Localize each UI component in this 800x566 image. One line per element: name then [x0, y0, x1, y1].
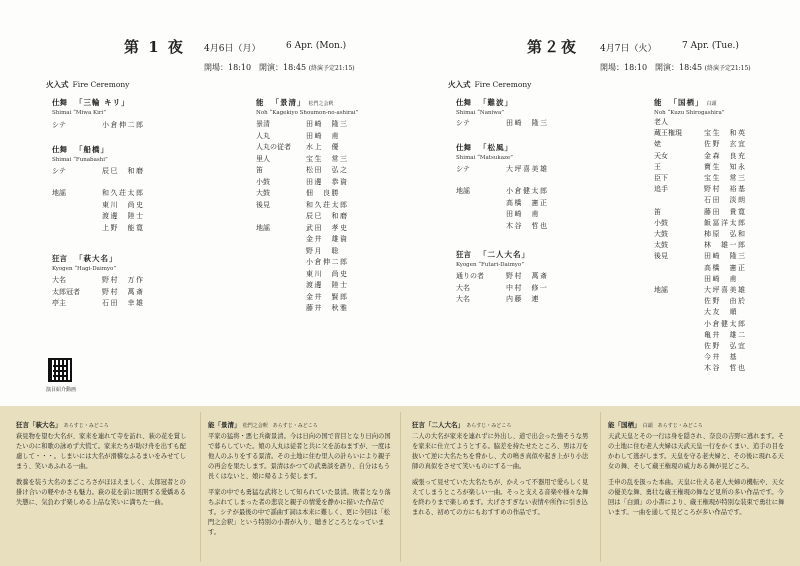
night2-jiutai [456, 186, 549, 232]
cast-name: 野村 萬斎 [102, 287, 145, 296]
cast-name: 田崎 甫 [704, 274, 738, 283]
cast-role: 地謡 [654, 286, 668, 295]
cast-role [654, 195, 704, 206]
cast-name: 小倉健太郎 [506, 187, 549, 195]
cast-name: 武田 孝史 [306, 223, 349, 232]
cast-row [654, 218, 747, 229]
cast-row [456, 164, 549, 176]
cast-name: 野月 聡 [306, 246, 340, 255]
cast-row [456, 294, 549, 306]
program-title: 「松風」 [479, 143, 513, 152]
night2-shimai1-roma: Shimai “Naniwa” [456, 110, 505, 116]
cast-name: 中村 修一 [506, 283, 549, 292]
cast-role: 後見 [256, 200, 270, 209]
cast-role: 里人 [256, 154, 270, 163]
cast-name: 水上 優 [306, 143, 340, 151]
synopsis-title: 狂言「二人大名」 [412, 421, 464, 429]
cast-role: 人丸 [256, 131, 270, 140]
synopsis-paragraph: 天武天皇とその一行は身を隠され、奈良の吉野に逃れます。その土地に住む老人夫婦は天武天皇一行をかくまい、追手の目をかわして逃がします。天皇を守る老夫婦と、その後に現れる天女の舞、そして蔵王権現の威力ある舞が見どころ。 [608, 433, 785, 470]
cast-row [654, 117, 747, 128]
cast-role [256, 211, 306, 223]
cast-role [654, 263, 704, 274]
program-type: 能 [654, 98, 662, 107]
cast-row [256, 177, 349, 189]
cast-name: 野村 裕基 [704, 185, 747, 194]
cast-name: 田崎 隆三 [704, 252, 747, 261]
cast-name: 金森 良充 [704, 151, 747, 160]
fire-jp: 火入式 [448, 80, 471, 89]
cast-row [52, 200, 145, 212]
synopsis-sub: 白頭 あらすじ・みどころ [642, 423, 703, 429]
night1-shimai2-cast [52, 166, 145, 178]
program-title: 「三輪 キリ」 [75, 98, 130, 107]
night2-noh-roma: Noh “Kuzu Shirogashira” [654, 110, 725, 116]
cast-row [456, 221, 549, 233]
cast-name: 佐野 由於 [704, 297, 747, 306]
cast-role: 王 [654, 162, 661, 171]
synopsis-sub: あらすじ・みどころ [466, 423, 512, 429]
program-title: 「萩大名」 [75, 254, 118, 263]
cast-row [654, 128, 747, 139]
synopsis-heading [208, 420, 392, 431]
cast-name: 田崎 隆三 [306, 120, 349, 128]
cast-row [256, 200, 349, 212]
cast-row [52, 188, 145, 200]
program-type: 仕舞 [52, 145, 67, 154]
qr-code-icon[interactable] [48, 358, 72, 382]
night1-date-jp: 4月6日（月） [204, 44, 261, 54]
cast-role [256, 303, 306, 315]
program-type: 狂言 [456, 250, 471, 259]
synopsis-noh2 [608, 420, 788, 524]
night2-fire-ceremony [448, 79, 531, 90]
night2-times-note: (終演予定21:15) [704, 65, 751, 72]
night1-noh-heading [256, 97, 334, 108]
divider [400, 412, 401, 562]
cast-role: 景清 [256, 120, 270, 128]
cast-row [256, 234, 349, 246]
night2-kyogen-cast [456, 271, 549, 306]
cast-name: 和久荘太郎 [102, 189, 145, 197]
cast-row [654, 151, 747, 162]
cast-name: 和久荘太郎 [306, 200, 349, 209]
night2-date-en: 7 Apr. (Tue.) [682, 41, 739, 51]
cast-row [52, 211, 145, 223]
cast-name: 小倉健太郎 [704, 319, 747, 328]
cast-row [256, 131, 349, 143]
program-title: 「景清」 [271, 98, 306, 107]
program-title: 「船橋」 [75, 145, 109, 154]
cast-name: 東川 尚史 [306, 269, 349, 278]
cast-role: 大名 [456, 283, 470, 292]
night1-title: 第 1 夜 [124, 38, 185, 56]
program-type: 仕舞 [456, 143, 471, 152]
cast-row [654, 341, 747, 352]
cast-role: 大鼓 [256, 189, 270, 197]
night2-times-text: 開場：18:10 開演：18:45 [600, 63, 703, 72]
synopsis-title: 能「国栖」 [608, 421, 641, 429]
program-title: 「二人大名」 [479, 250, 530, 259]
program-type: 仕舞 [52, 98, 67, 107]
fire-en: Fire Ceremony [474, 80, 532, 89]
cast-role: 大名 [52, 276, 66, 284]
cast-name: 小倉伸二郎 [306, 258, 349, 266]
synopsis-paragraph: 教養を装う大名のまごころさがほほえましく、太郎冠者との掛け合いの軽やかさも魅力。萩の花を前に展開する愛嬌ある失態に、気負わず楽しめる上品な笑いに満ちた一曲。 [16, 479, 187, 506]
program-subtitle: 白頭 [706, 101, 717, 107]
cast-row [52, 298, 145, 310]
cast-row [256, 142, 349, 154]
synopsis-sub: 松門之会釈 あらすじ・みどころ [242, 423, 318, 429]
cast-row [654, 173, 747, 184]
night1-fire-ceremony [46, 79, 129, 90]
cast-name: 藤田 貴寛 [704, 207, 747, 216]
cast-row [456, 283, 549, 295]
synopsis-paragraph: 壬申の乱を扱った本曲。天皇に仕える老人夫婦の機転や、天女の優美な舞、勇壮な蔵王権現の舞など見所の多い作品です。今回は「白頭」の小書により、蔵王権現が特別な装束で勇壮に舞います。一曲を通して見どころが多い作品です。 [608, 479, 785, 516]
cast-role: 笛 [654, 207, 661, 216]
cast-row [654, 251, 747, 262]
cast-row [654, 240, 747, 251]
cast-role [654, 352, 704, 363]
night2-shimai1-heading [456, 97, 513, 108]
cast-role: 小鼓 [256, 177, 270, 186]
cast-role [256, 234, 306, 246]
qr-label: 演目紹介動画 [46, 387, 77, 393]
cast-name: 上野 能寛 [102, 223, 145, 232]
synopsis-paragraph: 二人の大名が家来を連れずに外出し、道で出会った強そうな男を家来に仕立てようとする。脇差を持たせたところ、男は刀を抜いて逆に大名たちを脅かし、犬の鳴き真似や起き上がり小法師の真似をさせて笑いものにする一曲。 [412, 433, 589, 470]
night1-kyogen-roma: Kyogen “Hagi-Daimyo” [52, 266, 117, 272]
cast-name: 佐野 玄宜 [704, 140, 747, 149]
cast-row [456, 271, 549, 283]
night1-date-en: 6 Apr. (Mon.) [286, 41, 347, 51]
cast-row [654, 139, 747, 150]
program-title: 「難波」 [479, 98, 513, 107]
cast-role [654, 307, 704, 318]
cast-row [654, 363, 747, 374]
synopsis-heading [608, 420, 788, 431]
cast-row [654, 352, 747, 363]
cast-name: 大坪喜美雄 [704, 286, 747, 295]
cast-role: 人丸の従者 [256, 143, 291, 151]
synopsis-title: 狂言「萩大名」 [16, 421, 62, 429]
cast-row [456, 209, 549, 221]
cast-row [256, 119, 349, 131]
cast-name: 石田 幸雄 [102, 299, 145, 307]
cast-name: 今井 基 [704, 353, 738, 362]
cast-name: 藤井 秋雅 [306, 304, 349, 312]
night2-shimai1-cast [456, 118, 549, 130]
cast-row [654, 285, 747, 296]
cast-name: 辰巳 和磨 [306, 212, 349, 220]
night1-jiutai [52, 188, 145, 234]
synopsis-heading [412, 420, 592, 431]
night2-shimai2-roma: Shimai “Matsukaze” [456, 155, 513, 161]
cast-row [52, 275, 145, 287]
night1-times [204, 62, 355, 73]
night1-noh-cast [256, 119, 349, 315]
cast-name: 田崎 隆三 [506, 119, 549, 127]
synopsis-title: 能「景清」 [208, 421, 241, 429]
synopsis-paragraph: 威張って見せていた大名たちが、かえって不器用で愛らしく見えてしまうところが楽しい一曲。そっと支える音楽や様々な舞を終わりまで楽しめます。大げさすぎない表情や所作に引き込まれる、初めての方にもおすすめの作品です。 [412, 479, 589, 516]
night1-shimai1-roma: Shimai “Miwa Kiri” [52, 110, 107, 116]
cast-role [654, 330, 704, 341]
cast-row [256, 280, 349, 292]
synopsis-paragraph: 萩見物を望む大名が、家来を連れて寺を訪れ、萩の花を賞したいのに和歌の詠めず大慌て。家来たちが助け舟を出すも配慮して・・・。しまいには大名が滑稽なふるまいをみせてしまう、笑いあふれる一曲。 [16, 433, 187, 470]
cast-role: 小鼓 [654, 218, 668, 227]
program-type: 仕舞 [456, 98, 471, 107]
cast-row [256, 223, 349, 235]
cast-name: 林 雄一郎 [704, 241, 747, 250]
cast-name: 金井 雄資 [306, 235, 349, 243]
synopsis-heading [16, 420, 192, 431]
cast-role: 後見 [654, 252, 668, 261]
synopsis-noh1 [208, 420, 392, 544]
night2-date-jp: 4月7日（火） [600, 44, 657, 54]
night2-noh-cast [654, 117, 747, 375]
cast-role: シテ [456, 165, 470, 173]
cast-name: 田邊 恭資 [306, 177, 349, 186]
cast-name: 大坪喜美雄 [506, 165, 549, 173]
synopsis-sub: あらすじ・みどころ [63, 423, 109, 429]
cast-row [52, 166, 145, 178]
cast-row [52, 287, 145, 299]
cast-row [654, 263, 747, 274]
program-type: 能 [256, 98, 264, 107]
cast-name: 木谷 哲也 [704, 364, 747, 373]
night1-noh-roma: Noh “Kagekiyo Shoumon-no-ashirai” [256, 110, 359, 116]
cast-role [256, 269, 306, 281]
night1-times-note: (終演予定21:15) [308, 65, 355, 72]
cast-name: 宝生 和英 [704, 129, 747, 138]
cast-row [654, 184, 747, 195]
cast-name: 高橋 憲正 [704, 263, 747, 272]
night2-shimai2-heading [456, 142, 513, 153]
cast-row [52, 120, 145, 132]
night2-kyogen-heading [456, 249, 530, 260]
night2-times [600, 62, 751, 73]
cast-role: 老人 [654, 118, 668, 126]
cast-name: 内藤 連 [506, 295, 540, 303]
cast-name: 東川 尚史 [102, 200, 145, 209]
cast-role: 天女 [654, 151, 668, 160]
synopsis-paragraph: 平家の猛将・悪七兵衛景清。今は日向の国で盲目となり日向の国で暮らしていた。娘の人丸は従者と共に父を訪ねますが、一度は他人のふりをする景清。その土地に住む里人の計らいにより親子の再会を果たします。景清はかつての武勇談を語り、自分はもう長くはないと、娘に帰るよう促します。 [208, 433, 391, 480]
cast-role: 大名 [456, 295, 470, 303]
cast-row [654, 229, 747, 240]
cast-role: 通りの者 [456, 272, 484, 280]
cast-role: 臣下 [654, 174, 668, 183]
cast-row [654, 330, 747, 341]
cast-row [256, 211, 349, 223]
cast-role: 太郎冠者 [52, 287, 80, 296]
cast-row [256, 188, 349, 200]
night2-shimai2-cast [456, 164, 549, 176]
cast-row [256, 257, 349, 269]
cast-name: 野村 万作 [102, 276, 145, 284]
cast-name: 宝生 常三 [306, 154, 349, 163]
cast-role: 姥 [654, 140, 661, 149]
cast-name: 渡邊 陸士 [306, 281, 349, 289]
cast-role: シテ [456, 119, 470, 127]
fire-jp: 火入式 [46, 80, 69, 89]
cast-name: 宝生 常三 [704, 174, 747, 183]
synopsis-kyogen1 [16, 420, 192, 514]
synopsis-kyogen2 [412, 420, 592, 524]
cast-name: 佃 良勝 [306, 189, 340, 197]
cast-row [456, 198, 549, 210]
program-title: 「国栖」 [669, 98, 704, 107]
divider [600, 412, 601, 562]
cast-name: 柿原 弘和 [704, 230, 747, 239]
cast-name: 飯冨洋太郎 [704, 218, 747, 227]
cast-name: 松田 弘之 [306, 166, 349, 174]
cast-name: 渡邊 陸士 [102, 212, 145, 220]
cast-name: 小倉伸二郎 [102, 121, 145, 129]
cast-role [654, 363, 704, 374]
cast-name: 田崎 甫 [506, 210, 540, 218]
cast-row [52, 223, 145, 235]
cast-role [256, 292, 306, 304]
cast-row [456, 118, 549, 130]
cast-name: 高橋 憲正 [506, 198, 549, 207]
cast-row [654, 162, 747, 173]
cast-row [456, 186, 549, 198]
night1-kyogen-cast [52, 275, 145, 310]
cast-role: 地謡 [52, 189, 66, 197]
cast-role [654, 274, 704, 285]
cast-row [256, 165, 349, 177]
cast-row [654, 274, 747, 285]
cast-role [256, 246, 306, 258]
night2-noh-heading [654, 97, 717, 108]
cast-name: 金井 賢郎 [306, 292, 349, 301]
cast-role [256, 257, 306, 269]
night1-shimai1-cast [52, 120, 145, 132]
program-subtitle: 松門之会釈 [308, 101, 334, 107]
cast-role: 追手 [654, 185, 668, 194]
cast-name: 大友 順 [704, 308, 738, 317]
cast-row [654, 307, 747, 318]
cast-row [256, 154, 349, 166]
night1-shimai1-heading [52, 97, 130, 108]
cast-role: 大鼓 [654, 230, 668, 239]
cast-row [256, 246, 349, 258]
cast-role: 地謡 [256, 223, 270, 232]
cast-role [256, 280, 306, 292]
cast-row [256, 303, 349, 315]
cast-role: シテ [52, 167, 66, 175]
night1-times-text: 開場：18:10 開演：18:45 [204, 63, 307, 72]
cast-row [256, 292, 349, 304]
cast-role [654, 341, 704, 352]
cast-role: 地謡 [456, 187, 470, 195]
cast-role [654, 319, 704, 330]
cast-name: 石田 淡朗 [704, 196, 747, 205]
fire-en: Fire Ceremony [72, 80, 130, 89]
synopsis-paragraph: 平家の中でも勇猛な武将として知られていた景清。敗者となり落ちぶれてしまった者の悲哀と親子の情愛を静かに描いた作品です。シテが最後の中で謡曲す詞は本来に難しく、更に今回は「松門之会釈」という特別の小書が入り、聴きどころとなっています。 [208, 489, 391, 536]
night1-shimai2-heading [52, 144, 109, 155]
cast-name: 寶生 知永 [704, 162, 747, 171]
night1-kyogen-heading [52, 253, 118, 264]
cast-row [654, 319, 747, 330]
program-type: 狂言 [52, 254, 67, 263]
cast-role: 亭主 [52, 299, 66, 307]
divider [200, 412, 201, 562]
cast-role [654, 296, 704, 307]
cast-name: 佐野 弘宜 [704, 342, 747, 351]
night1-shimai2-roma: Shimai “Funabashi” [52, 157, 108, 163]
cast-role: 笛 [256, 166, 263, 174]
cast-row [654, 195, 747, 206]
cast-name: 野村 萬斎 [506, 272, 549, 280]
cast-name: 木谷 哲也 [506, 221, 549, 230]
cast-role: 太鼓 [654, 241, 668, 250]
cast-name: 田崎 甫 [306, 131, 340, 140]
cast-row [256, 269, 349, 281]
cast-name: 亀井 雄二 [704, 330, 747, 339]
cast-role: シテ [52, 121, 66, 129]
night2-title: 第２夜 [527, 38, 579, 56]
cast-row [654, 207, 747, 218]
night2-kyogen-roma: Kyogen “Futari-Daimyo” [456, 262, 525, 268]
cast-row [654, 296, 747, 307]
cast-role: 蔵王権現 [654, 129, 682, 138]
cast-name: 辰巳 和磨 [102, 167, 145, 175]
